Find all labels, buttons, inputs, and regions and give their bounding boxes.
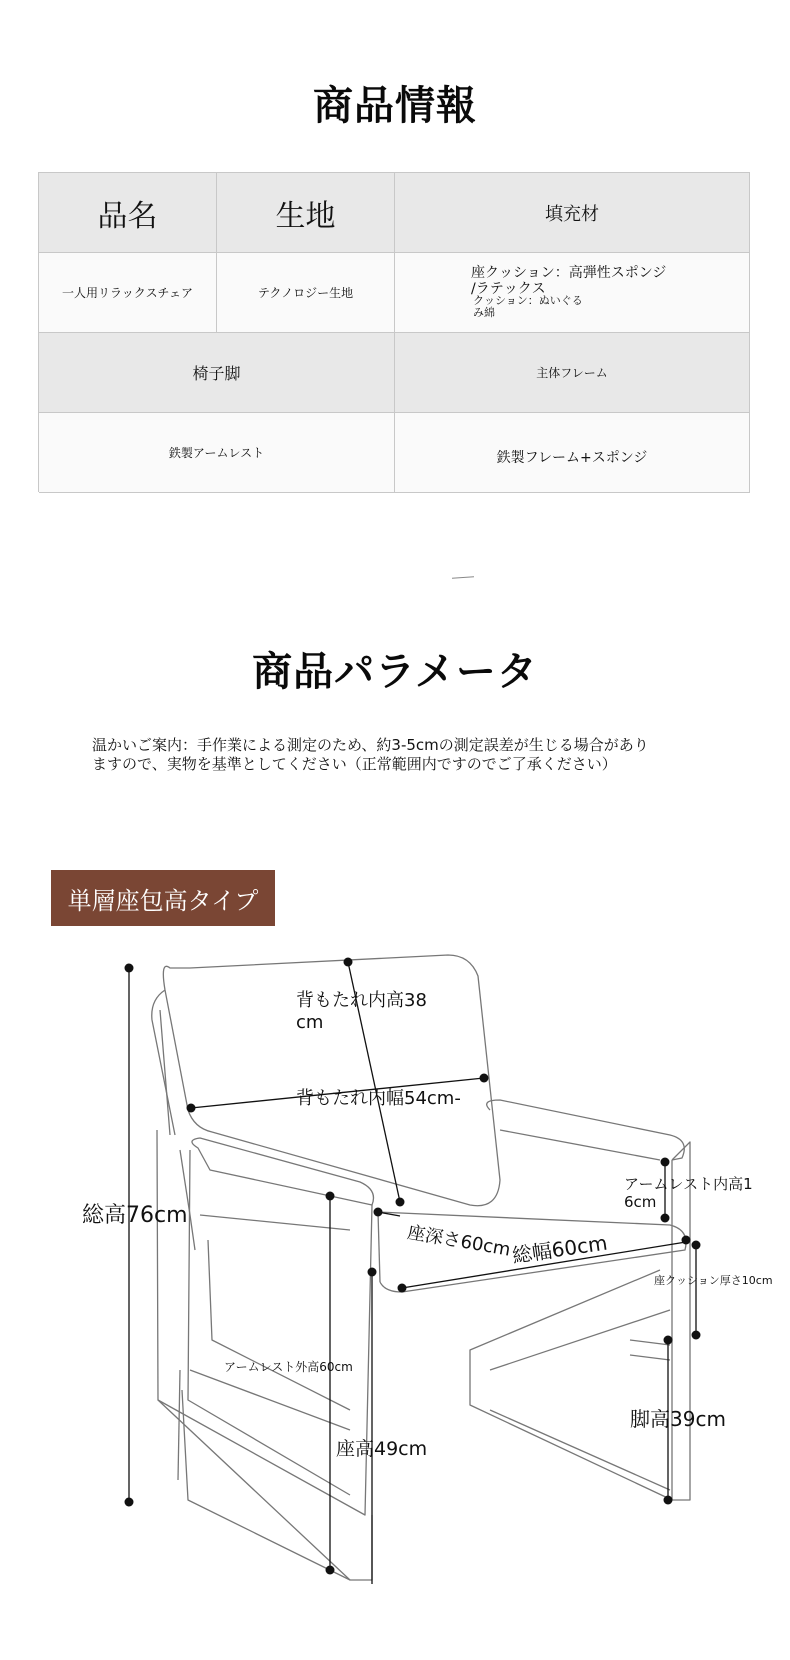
armrest-inner-height-label bbox=[624, 1175, 753, 1211]
total-height-label: 総高76cm bbox=[82, 1203, 188, 1228]
filling-line3: クッション：ぬいぐる bbox=[473, 294, 583, 307]
header-frame: 主体フレーム bbox=[395, 333, 750, 413]
back-inner-width-label: 背もたれ内幅54cm- bbox=[296, 1088, 461, 1109]
back-inner-height-line2: cm bbox=[296, 1012, 324, 1033]
header-fabric: 生地 bbox=[217, 173, 395, 253]
filling-line2: /ラテックス bbox=[471, 281, 546, 297]
product-info-title: 商品情報 bbox=[313, 83, 477, 129]
armrest-inner-height-line1: アームレスト内高1 bbox=[624, 1175, 753, 1193]
leg-height-label: 脚高39cm bbox=[630, 1407, 726, 1431]
header-legs: 椅子脚 bbox=[39, 333, 395, 413]
armrest-outer-height-label: アームレスト外高60cm bbox=[224, 1360, 353, 1374]
back-inner-height-label bbox=[296, 990, 427, 1034]
value-legs: 鉄製アームレスト bbox=[39, 413, 395, 493]
value-fabric: テクノロジー生地 bbox=[217, 253, 395, 333]
cushion-thickness-label: 座クッション厚さ10cm bbox=[654, 1274, 773, 1287]
filling-line1: 座クッション：高弾性スポンジ bbox=[471, 265, 667, 281]
armrest-inner-height-line2: 6cm bbox=[624, 1193, 657, 1211]
seat-height-label: 座高49cm bbox=[336, 1438, 428, 1460]
filling-line4: み綿 bbox=[473, 306, 495, 319]
value-name: 一人用リラックスチェア bbox=[39, 253, 217, 333]
seat-depth-label: 座深さ60cm bbox=[405, 1221, 513, 1261]
header-filling: 填充材 bbox=[395, 173, 750, 253]
notice-line1: 温かいご案内：手作業による測定のため、約3-5cmの測定誤差が生じる場合があり bbox=[92, 736, 649, 754]
params-title: 商品パラメータ bbox=[252, 649, 538, 695]
back-inner-height-line1: 背もたれ内高38 bbox=[296, 990, 427, 1011]
total-width-label: 総幅60cm bbox=[510, 1230, 609, 1268]
notice-line2: ますので、実物を基準としてください（正常範囲内ですのでご了承ください） bbox=[92, 755, 617, 773]
type-badge: 単層座包高タイプ bbox=[51, 870, 275, 926]
value-frame: 鉄製フレーム+スポンジ bbox=[395, 413, 750, 493]
header-name: 品名 bbox=[39, 173, 217, 253]
